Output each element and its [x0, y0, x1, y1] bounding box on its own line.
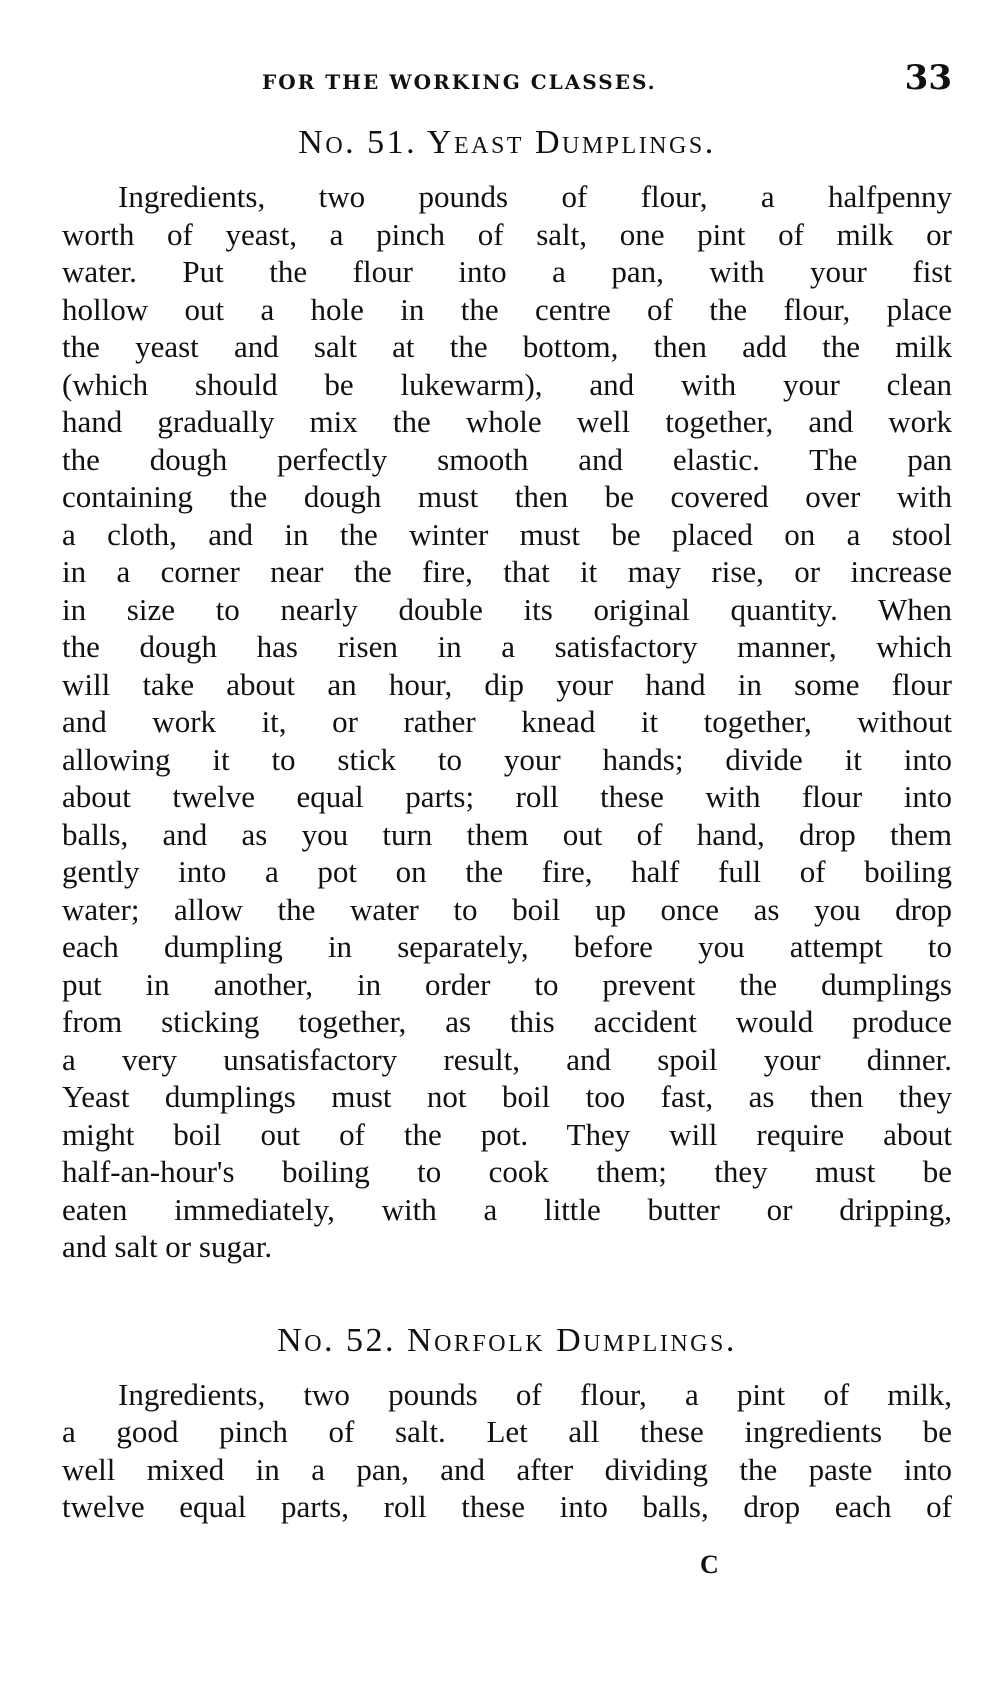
text-line: Ingredients, two pounds of flour, a halfpenny — [118, 179, 952, 214]
text-line: the dough has risen in a satisfactory manner, which — [62, 629, 952, 664]
text-line: containing the dough must then be covered over with — [62, 479, 952, 514]
text-line: half-an-hour's boiling to cook them; they must be — [62, 1154, 952, 1189]
running-head — [62, 58, 952, 112]
text-line: about twelve equal parts; roll these with flour into — [62, 779, 952, 814]
running-title: FOR THE WORKING CLASSES. — [262, 70, 657, 94]
text-line: might boil out of the pot. They will require about — [62, 1116, 952, 1152]
text-line: in size to nearly double its original quantity. When — [62, 591, 952, 627]
text-line: allowing it to stick to your hands; divide it into — [62, 741, 952, 777]
text-line: each dumpling in separately, before you attempt to — [62, 929, 952, 964]
text-line: well mixed in a pan, and after dividing the paste into — [62, 1451, 952, 1487]
recipe-body-51 — [62, 178, 952, 1266]
text-line: put in another, in order to prevent the dumplings — [62, 966, 952, 1002]
book-page — [62, 58, 952, 1658]
text-line: (which should be lukewarm), and with your clean — [62, 366, 952, 402]
text-line: Yeast dumplings must not boil too fast, as then they — [62, 1079, 952, 1114]
text-line: in a corner near the fire, that it may rise, or increase — [62, 554, 952, 589]
page-number: 33 — [904, 58, 952, 98]
text-line: and work it, or rather knead it together, without — [62, 704, 952, 739]
text-line: hollow out a hole in the centre of the flour, place — [62, 291, 952, 327]
text-line: a cloth, and in the winter must be placed on a stool — [62, 516, 952, 552]
text-line: water. Put the flour into a pan, with your fist — [62, 254, 952, 289]
text-line: Ingredients, two pounds of flour, a pint of milk, — [118, 1376, 952, 1412]
text-line: the yeast and salt at the bottom, then add the milk — [62, 329, 952, 364]
section-heading-52: No. 52. Norfolk Dumplings. — [277, 1321, 737, 1359]
text-line: and salt or sugar. — [62, 1229, 273, 1264]
text-line: the dough perfectly smooth and elastic. The pan — [62, 441, 952, 477]
text-line: balls, and as you turn them out of hand, drop them — [62, 816, 952, 852]
text-line: water; allow the water to boil up once as you drop — [62, 891, 952, 927]
text-line: worth of yeast, a pinch of salt, one pint of milk or — [62, 216, 952, 252]
signature-mark: C — [700, 1550, 719, 1579]
text-line: a very unsatisfactory result, and spoil your dinner. — [62, 1041, 952, 1077]
text-line: a good pinch of salt. Let all these ingredients be — [62, 1414, 952, 1449]
text-line: eaten immediately, with a little butter or dripping, — [62, 1191, 952, 1227]
text-line: will take about an hour, dip your hand in some flour — [62, 666, 952, 702]
section-heading-51: No. 51. Yeast Dumplings. — [298, 124, 716, 161]
text-line: gently into a pot on the fire, half full of boiling — [62, 854, 952, 889]
text-line: hand gradually mix the whole well together, and work — [62, 404, 952, 439]
recipe-body-52 — [62, 1376, 952, 1526]
text-line: twelve equal parts, roll these into balls, drop each of — [62, 1489, 952, 1524]
text-line: from sticking together, as this accident would produce — [62, 1004, 952, 1039]
